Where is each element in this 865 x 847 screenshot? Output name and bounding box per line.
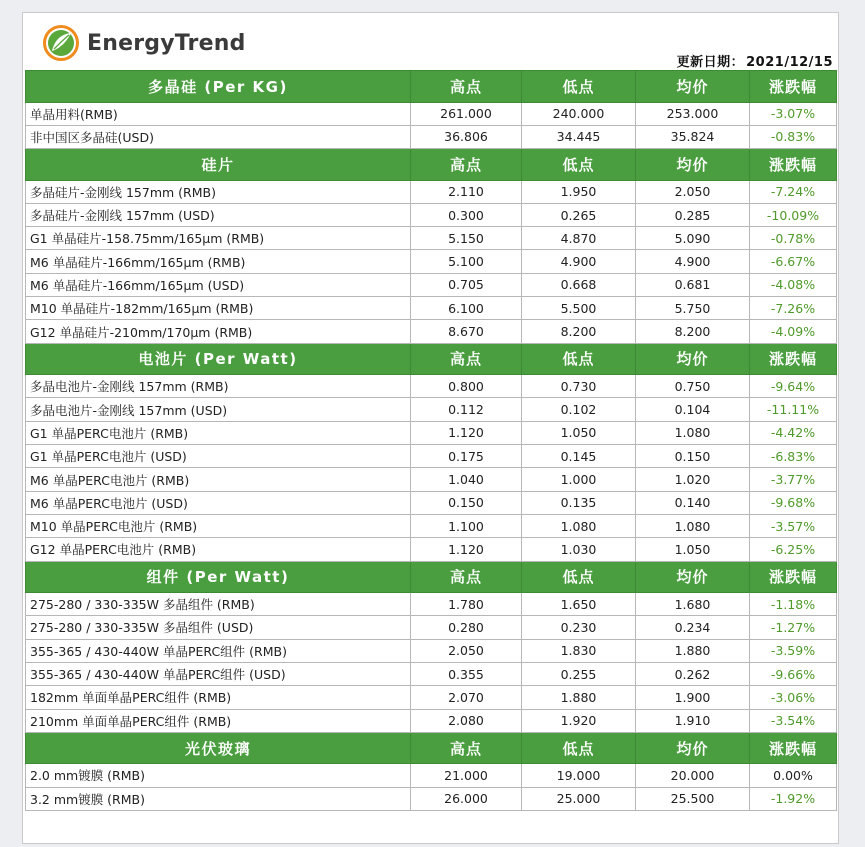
table-row [26,125,837,148]
avg-price-cell: 0.234 [636,616,750,639]
change-cell: -9.64% [750,375,837,398]
product-name-cell: 2.0 mm镀膜 (RMB) [26,764,411,787]
column-header-high: 高点 [411,149,522,181]
change-cell: -1.18% [750,593,837,616]
change-cell: -6.83% [750,445,837,468]
change-cell: -3.59% [750,639,837,662]
high-price-cell: 0.705 [411,273,522,296]
change-cell: -7.26% [750,297,837,320]
low-price-cell: 8.200 [522,320,636,343]
change-cell: -3.54% [750,709,837,732]
low-price-cell: 1.830 [522,639,636,662]
high-price-cell: 8.670 [411,320,522,343]
change-cell: -3.57% [750,514,837,537]
avg-price-cell: 1.050 [636,538,750,561]
product-name-cell: M10 单晶PERC电池片 (RMB) [26,514,411,537]
avg-price-cell: 0.140 [636,491,750,514]
price-sheet [22,12,839,844]
high-price-cell: 5.100 [411,250,522,273]
column-header-change: 涨跌幅 [750,561,837,593]
low-price-cell: 19.000 [522,764,636,787]
product-name-cell: G1 单晶硅片-158.75mm/165μm (RMB) [26,227,411,250]
avg-price-cell: 1.080 [636,514,750,537]
avg-price-cell: 1.680 [636,593,750,616]
column-header-avg: 均价 [636,732,750,764]
section-header-row [26,561,837,593]
change-cell: -1.92% [750,787,837,810]
low-price-cell: 1.950 [522,180,636,203]
high-price-cell: 1.120 [411,538,522,561]
product-name-cell: 多晶电池片-金刚线 157mm (USD) [26,398,411,421]
low-price-cell: 4.870 [522,227,636,250]
low-price-cell: 5.500 [522,297,636,320]
high-price-cell: 21.000 [411,764,522,787]
product-name-cell: 非中国区多晶硅(USD) [26,125,411,148]
table-row [26,421,837,444]
low-price-cell: 0.102 [522,398,636,421]
change-cell: -1.27% [750,616,837,639]
product-name-cell: 210mm 单面单晶PERC组件 (RMB) [26,709,411,732]
low-price-cell: 1.030 [522,538,636,561]
table-row [26,250,837,273]
table-row [26,639,837,662]
section-title: 多晶硅 (Per KG) [26,71,411,103]
change-cell: -11.11% [750,398,837,421]
low-price-cell: 1.080 [522,514,636,537]
product-name-cell: 3.2 mm镀膜 (RMB) [26,787,411,810]
brand-name: EnergyTrend [87,30,246,56]
table-row [26,616,837,639]
change-cell: -0.83% [750,125,837,148]
column-header-avg: 均价 [636,149,750,181]
table-row [26,320,837,343]
change-cell: -0.78% [750,227,837,250]
table-row [26,514,837,537]
table-row [26,297,837,320]
avg-price-cell: 1.880 [636,639,750,662]
section-title: 硅片 [26,149,411,181]
high-price-cell: 0.150 [411,491,522,514]
high-price-cell: 1.780 [411,593,522,616]
low-price-cell: 0.730 [522,375,636,398]
avg-price-cell: 253.000 [636,102,750,125]
column-header-change: 涨跌幅 [750,71,837,103]
table-row [26,445,837,468]
table-row [26,491,837,514]
high-price-cell: 0.280 [411,616,522,639]
avg-price-cell: 4.900 [636,250,750,273]
section-header-row [26,71,837,103]
product-name-cell: G12 单晶硅片-210mm/170μm (RMB) [26,320,411,343]
change-cell: -10.09% [750,203,837,226]
column-header-low: 低点 [522,149,636,181]
product-name-cell: M6 单晶硅片-166mm/165μm (USD) [26,273,411,296]
change-cell: -4.42% [750,421,837,444]
product-name-cell: G12 单晶PERC电池片 (RMB) [26,538,411,561]
low-price-cell: 1.650 [522,593,636,616]
column-header-low: 低点 [522,343,636,375]
high-price-cell: 2.080 [411,709,522,732]
avg-price-cell: 1.900 [636,686,750,709]
table-row [26,787,837,810]
product-name-cell: 355-365 / 430-440W 单晶PERC组件 (RMB) [26,639,411,662]
low-price-cell: 4.900 [522,250,636,273]
table-row [26,686,837,709]
column-header-high: 高点 [411,561,522,593]
high-price-cell: 0.300 [411,203,522,226]
avg-price-cell: 2.050 [636,180,750,203]
change-cell: -3.77% [750,468,837,491]
column-header-change: 涨跌幅 [750,343,837,375]
table-row [26,375,837,398]
brand-logo [43,23,246,63]
product-name-cell: M10 单晶硅片-182mm/165μm (RMB) [26,297,411,320]
table-row [26,398,837,421]
high-price-cell: 1.040 [411,468,522,491]
column-header-avg: 均价 [636,71,750,103]
avg-price-cell: 5.090 [636,227,750,250]
low-price-cell: 1.880 [522,686,636,709]
column-header-change: 涨跌幅 [750,732,837,764]
low-price-cell: 1.000 [522,468,636,491]
avg-price-cell: 0.150 [636,445,750,468]
change-cell: 0.00% [750,764,837,787]
section-title: 光伏玻璃 [26,732,411,764]
product-name-cell: G1 单晶PERC电池片 (RMB) [26,421,411,444]
table-row [26,662,837,685]
product-name-cell: 275-280 / 330-335W 多晶组件 (RMB) [26,593,411,616]
column-header-low: 低点 [522,732,636,764]
change-cell: -6.25% [750,538,837,561]
low-price-cell: 1.920 [522,709,636,732]
table-row [26,180,837,203]
avg-price-cell: 8.200 [636,320,750,343]
low-price-cell: 0.668 [522,273,636,296]
low-price-cell: 0.265 [522,203,636,226]
low-price-cell: 34.445 [522,125,636,148]
update-label: 更新日期： [676,55,745,70]
high-price-cell: 261.000 [411,102,522,125]
change-cell: -7.24% [750,180,837,203]
avg-price-cell: 5.750 [636,297,750,320]
product-name-cell: G1 单晶PERC电池片 (USD) [26,445,411,468]
section-header-row [26,343,837,375]
section-title: 电池片 (Per Watt) [26,343,411,375]
low-price-cell: 0.145 [522,445,636,468]
change-cell: -3.07% [750,102,837,125]
table-row [26,203,837,226]
high-price-cell: 1.100 [411,514,522,537]
product-name-cell: M6 单晶PERC电池片 (USD) [26,491,411,514]
change-cell: -4.09% [750,320,837,343]
price-table [25,70,837,811]
table-row [26,764,837,787]
low-price-cell: 240.000 [522,102,636,125]
high-price-cell: 2.070 [411,686,522,709]
update-date [675,51,833,70]
product-name-cell: M6 单晶硅片-166mm/165μm (RMB) [26,250,411,273]
high-price-cell: 6.100 [411,297,522,320]
energytrend-logo-icon [43,25,79,61]
avg-price-cell: 20.000 [636,764,750,787]
avg-price-cell: 1.080 [636,421,750,444]
avg-price-cell: 0.104 [636,398,750,421]
avg-price-cell: 0.750 [636,375,750,398]
high-price-cell: 0.355 [411,662,522,685]
avg-price-cell: 1.910 [636,709,750,732]
table-row [26,709,837,732]
product-name-cell: 355-365 / 430-440W 单晶PERC组件 (USD) [26,662,411,685]
table-row [26,538,837,561]
change-cell: -4.08% [750,273,837,296]
product-name-cell: M6 单晶PERC电池片 (RMB) [26,468,411,491]
low-price-cell: 25.000 [522,787,636,810]
column-header-low: 低点 [522,71,636,103]
low-price-cell: 0.135 [522,491,636,514]
low-price-cell: 0.255 [522,662,636,685]
avg-price-cell: 0.262 [636,662,750,685]
high-price-cell: 0.112 [411,398,522,421]
avg-price-cell: 25.500 [636,787,750,810]
avg-price-cell: 35.824 [636,125,750,148]
avg-price-cell: 0.681 [636,273,750,296]
avg-price-cell: 1.020 [636,468,750,491]
column-header-high: 高点 [411,732,522,764]
high-price-cell: 2.110 [411,180,522,203]
product-name-cell: 275-280 / 330-335W 多晶组件 (USD) [26,616,411,639]
column-header-avg: 均价 [636,343,750,375]
product-name-cell: 182mm 单面单晶PERC组件 (RMB) [26,686,411,709]
table-row [26,468,837,491]
table-row [26,593,837,616]
column-header-low: 低点 [522,561,636,593]
section-header-row [26,149,837,181]
high-price-cell: 36.806 [411,125,522,148]
high-price-cell: 0.800 [411,375,522,398]
table-row [26,227,837,250]
change-cell: -6.67% [750,250,837,273]
column-header-high: 高点 [411,71,522,103]
section-header-row [26,732,837,764]
change-cell: -9.68% [750,491,837,514]
column-header-high: 高点 [411,343,522,375]
product-name-cell: 多晶硅片-金刚线 157mm (RMB) [26,180,411,203]
product-name-cell: 单晶用料(RMB) [26,102,411,125]
column-header-avg: 均价 [636,561,750,593]
column-header-change: 涨跌幅 [750,149,837,181]
table-row [26,102,837,125]
high-price-cell: 1.120 [411,421,522,444]
high-price-cell: 2.050 [411,639,522,662]
section-title: 组件 (Per Watt) [26,561,411,593]
product-name-cell: 多晶电池片-金刚线 157mm (RMB) [26,375,411,398]
change-cell: -3.06% [750,686,837,709]
update-value: 2021/12/15 [746,55,833,70]
avg-price-cell: 0.285 [636,203,750,226]
product-name-cell: 多晶硅片-金刚线 157mm (USD) [26,203,411,226]
high-price-cell: 0.175 [411,445,522,468]
change-cell: -9.66% [750,662,837,685]
table-row [26,273,837,296]
low-price-cell: 0.230 [522,616,636,639]
high-price-cell: 5.150 [411,227,522,250]
low-price-cell: 1.050 [522,421,636,444]
high-price-cell: 26.000 [411,787,522,810]
price-table-body [26,71,837,811]
